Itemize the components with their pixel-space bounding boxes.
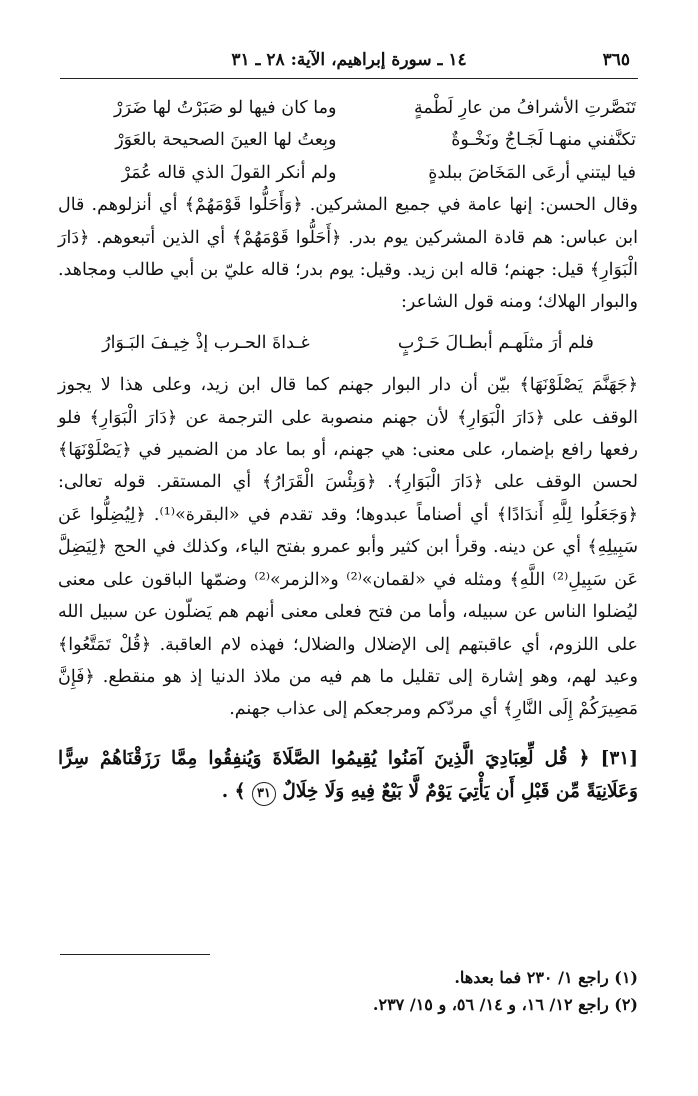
page-title: ١٤ ـ سورة إبراهيم، الآية: ٢٨ ـ ٣١ [231, 50, 467, 70]
page-body [58, 92, 638, 808]
poem-line [58, 327, 638, 359]
poem-hemistich-1: تَنَصَّرتِ الأشرافُ من عارِ لَطْمةٍ [414, 98, 636, 118]
poem-hemistich-2: ولم أنكر القولَ الذي قاله عُمَرْ [121, 162, 337, 183]
footnote-divider [60, 954, 210, 955]
commentary-paragraph: وقال الحسن: إنها عامة في جميع المشركين. ﴿وَأَحَلُّوا قَوْمَهُمْ﴾ أي أنزلوهم. قال ابن عباس: هم قادة المشركين يوم بدر. ﴿أَحَلُّوا قَوْمَهُمْ﴾ أي الذين أتبعوهم. ﴿دَارَ الْبَوَارِ﴾ قيل: جهنم؛ قاله ابن زيد. وقيل: يوم بدر؛ قاله عليّ بن أبي طالب ومجاهد. والبوار الهلاك؛ ومنه قول الشاعر: [58, 195, 638, 313]
poem-hemistich-1: تكنَّفني منهـا لَجَـاجٌ ونَخْـوةٌ [451, 130, 636, 151]
poem-line [58, 92, 638, 124]
footnote: (١) راجع ١/ ٢٣٠ فما بعدها. [454, 968, 638, 987]
poem-hemistich-2: وبِعتُ لها العينَ الصحيحة بالعَوَرْ [115, 130, 337, 151]
poem-line [58, 124, 638, 156]
commentary-paragraph: ﴿جَهَنَّمَ يَصْلَوْنَهَا﴾ بيّن أن دار البوار جهنم كما قال ابن زيد، وعلى هذا لا يجوز الوقف على ﴿دَارَ الْبَوَارِ﴾ لأن جهنم منصوبة على الترجمة عن ﴿دَارَ الْبَوَارِ﴾ فلو رفعها رافع بإضمار، على معنى: هي جهنم، أو بما عاد من الضمير في ﴿يَصْلَوْنَهَا﴾ لحسن الوقف على ﴿دَارَ الْبَوَارِ﴾. ﴿وَبِئْسَ الْقَرَارُ﴾ أي المستقر. قوله تعالى: ﴿وَجَعَلُوا لِلَّهِ أَندَادًا﴾ أي أصناماً عبدوها؛ وقد تقدم في «البقرة»⁽¹⁾. ﴿لِيُضِلُّوا عَن سَبِيلِهِ﴾ أي عن دينه. وقرأ ابن كثير وأبو عمرو بفتح الياء، وكذلك في الحج ﴿لِيَضِلَّ عَن سَبِيلِ⁽²⁾ اللَّهِ﴾ ومثله في «لقمان»⁽²⁾ و«الزمر»⁽²⁾ وضمّها الباقون على معنى ليُضلوا الناس عن سبيله، وأما من فتح فعلى معنى أنهم هم يَضلّون عن سبيل الله على اللزوم، أي عاقبتهم إلى الإضلال والضلال؛ فهذه لام العاقبة. ﴿قُلْ تَمَتَّعُوا﴾ وعيد لهم، وهو إشارة إلى تقليل ما هم فيه من ملاذ الدنيا إذ هو منقطع. ﴿فَإِنَّ مَصِيرَكُمْ إِلَى النَّارِ﴾ أي مردّكم ومرجعكم إلى عذاب جهنم. [58, 375, 638, 720]
footnotes [58, 964, 638, 1018]
verse-close: ﴾ . [221, 780, 246, 802]
poem-hemistich-1: فلم أرَ مثلَهـم أبطـالَ حَـرْبٍ [397, 332, 594, 353]
page-header [60, 44, 638, 79]
verse-number: [٣١] [600, 747, 638, 769]
poem-hemistich-2: غـداةَ الحـرب إذْ خِيـفَ البَـوَارُ [102, 332, 310, 353]
footnote: (٢) راجع ١٢/ ١٦، و ١٤/ ٥٦، و ١٥/ ٢٣٧. [372, 995, 638, 1014]
quran-verse [58, 742, 638, 808]
poem-hemistich-1: فيا ليتني أرعَى المَخَاضَ ببلدةٍ [428, 162, 636, 183]
poem-line [58, 157, 638, 189]
ayah-end-mark: ٣١ [252, 782, 276, 806]
page-number: ٣٦٥ [602, 50, 630, 70]
verse-text: ﴿ قُل لِّعِبَادِيَ الَّذِينَ آمَنُوا يُقِيمُوا الصَّلَاةَ وَيُنفِقُوا مِمَّا رَزَقْنَاهُمْ سِرًّا وَعَلَانِيَةً مِّن قَبْلِ أَن يَأْتِيَ يَوْمٌ لَّا بَيْعٌ فِيهِ وَلَا خِلَالٌ [58, 747, 638, 802]
poem-hemistich-2: وما كان فيها لو صَبَرْتُ لها ضَرَرْ [114, 98, 337, 118]
